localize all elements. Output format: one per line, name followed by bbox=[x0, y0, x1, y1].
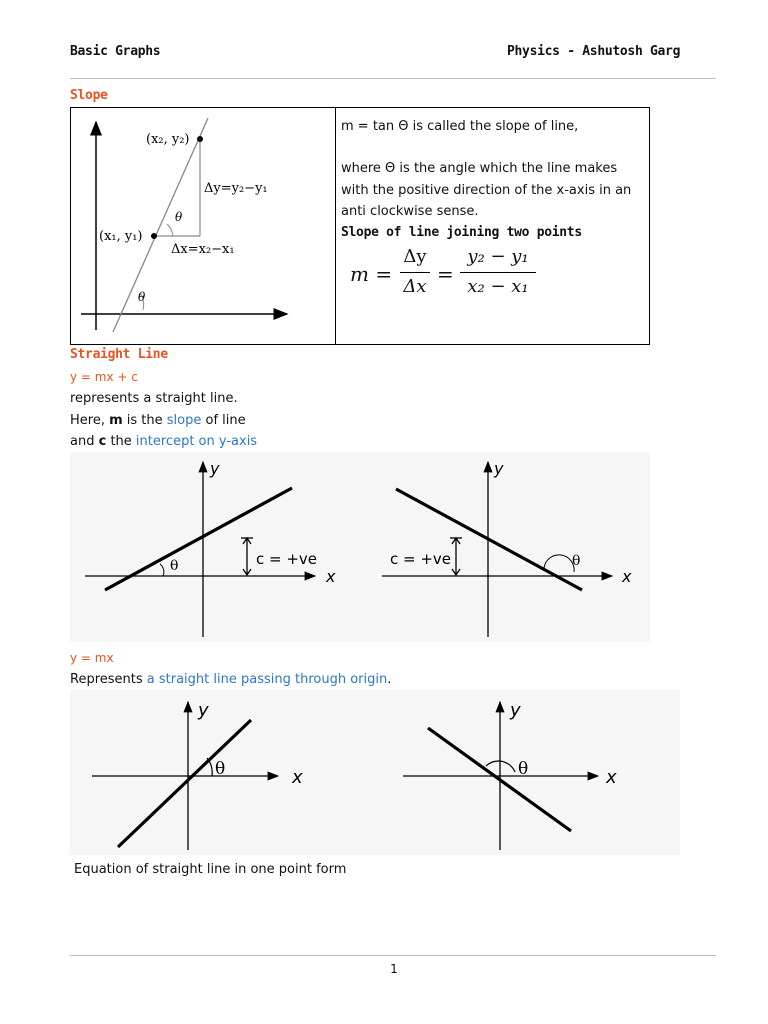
text-fragment: of line bbox=[201, 413, 246, 428]
formula-den2: x₂ − x₁ bbox=[467, 276, 529, 297]
two-points-title: Slope of line joining two points bbox=[341, 225, 582, 240]
theta-upper: θ bbox=[175, 210, 183, 224]
footer-rule bbox=[70, 955, 716, 956]
intercept-highlight: intercept on y-axis bbox=[135, 434, 258, 449]
formula-num1: Δy bbox=[403, 246, 427, 267]
left-theta-label: θ bbox=[170, 558, 179, 574]
right-theta-label: θ bbox=[572, 553, 581, 569]
left-c-label: c = +ve bbox=[256, 550, 318, 568]
formula-bar1 bbox=[400, 272, 430, 273]
intercept-graphs bbox=[70, 452, 650, 642]
symbol-c: c bbox=[98, 434, 107, 449]
origin-highlight: a straight line passing through origin bbox=[146, 672, 388, 687]
text-fragment: Here, bbox=[70, 413, 110, 428]
slope-title: Slope bbox=[70, 88, 108, 103]
header-left: Basic Graphs bbox=[70, 44, 161, 59]
slope-definition: m = tan Θ is called the slope of line, bbox=[341, 119, 579, 134]
slope-highlight: slope bbox=[166, 413, 202, 428]
slope-line bbox=[113, 118, 208, 332]
slope-diagram bbox=[71, 108, 335, 344]
text-fragment: is the bbox=[122, 413, 167, 428]
header-rule bbox=[70, 78, 716, 79]
origin-right-x-label: x bbox=[606, 767, 617, 788]
formula-den1: Δx bbox=[403, 276, 427, 297]
right-c-label: c = +ve bbox=[390, 550, 452, 568]
dy-label: Δy=y₂−y₁ bbox=[204, 181, 268, 196]
theta-arc-upper bbox=[167, 224, 173, 236]
page-number: 1 bbox=[390, 962, 398, 976]
point-2 bbox=[197, 136, 203, 142]
origin-right-y-label: y bbox=[510, 700, 521, 721]
theta-lower: θ bbox=[138, 290, 146, 304]
right-y-label: y bbox=[494, 459, 504, 478]
and-c-intercept bbox=[70, 431, 257, 452]
point-form-text: Equation of straight line in one point form bbox=[74, 862, 347, 877]
where-line-3: anti clockwise sense. bbox=[341, 204, 479, 219]
origin-right-theta-label: θ bbox=[518, 759, 529, 779]
right-x-label: x bbox=[622, 567, 632, 586]
dx-label: Δx=x₂−x₁ bbox=[171, 242, 235, 257]
origin-left-theta-label: θ bbox=[215, 759, 226, 779]
text-fragment: and bbox=[70, 434, 99, 449]
text-fragment: the bbox=[106, 434, 136, 449]
equation-mx: y = mx bbox=[70, 651, 114, 665]
origin-graphs bbox=[70, 690, 680, 855]
symbol-m: m bbox=[109, 413, 123, 428]
formula-m: m = bbox=[350, 262, 393, 286]
here-m-slope bbox=[70, 410, 246, 431]
p1-label: (x₁, y₁) bbox=[99, 229, 143, 244]
formula-num2: y₂ − y₁ bbox=[467, 246, 529, 267]
represents-origin bbox=[70, 669, 391, 690]
where-line-2: with the positive direction of the x-axis in an bbox=[341, 183, 632, 198]
left-x-label: x bbox=[326, 567, 336, 586]
formula-eq: = bbox=[437, 262, 454, 286]
text-fragment: . bbox=[387, 672, 392, 687]
point-1 bbox=[151, 233, 157, 239]
straight-line-title: Straight Line bbox=[70, 347, 168, 362]
origin-left-x-label: x bbox=[292, 767, 303, 788]
graphs-background bbox=[70, 452, 650, 642]
where-line-1: where Θ is the angle which the line makes bbox=[341, 161, 618, 176]
left-y-label: y bbox=[210, 459, 220, 478]
text-fragment: Represents bbox=[70, 672, 147, 687]
slope-diagram-box bbox=[70, 107, 336, 345]
represents-line: represents a straight line. bbox=[70, 391, 238, 406]
origin-graphs-background bbox=[70, 690, 680, 855]
origin-left-y-label: y bbox=[198, 700, 209, 721]
equation-mx-c: y = mx + c bbox=[70, 370, 138, 384]
formula-bar2 bbox=[460, 272, 536, 273]
p2-label: (x₂, y₂) bbox=[146, 132, 190, 147]
slope-text-box bbox=[334, 107, 650, 345]
header-right: Physics - Ashutosh Garg bbox=[507, 44, 681, 59]
